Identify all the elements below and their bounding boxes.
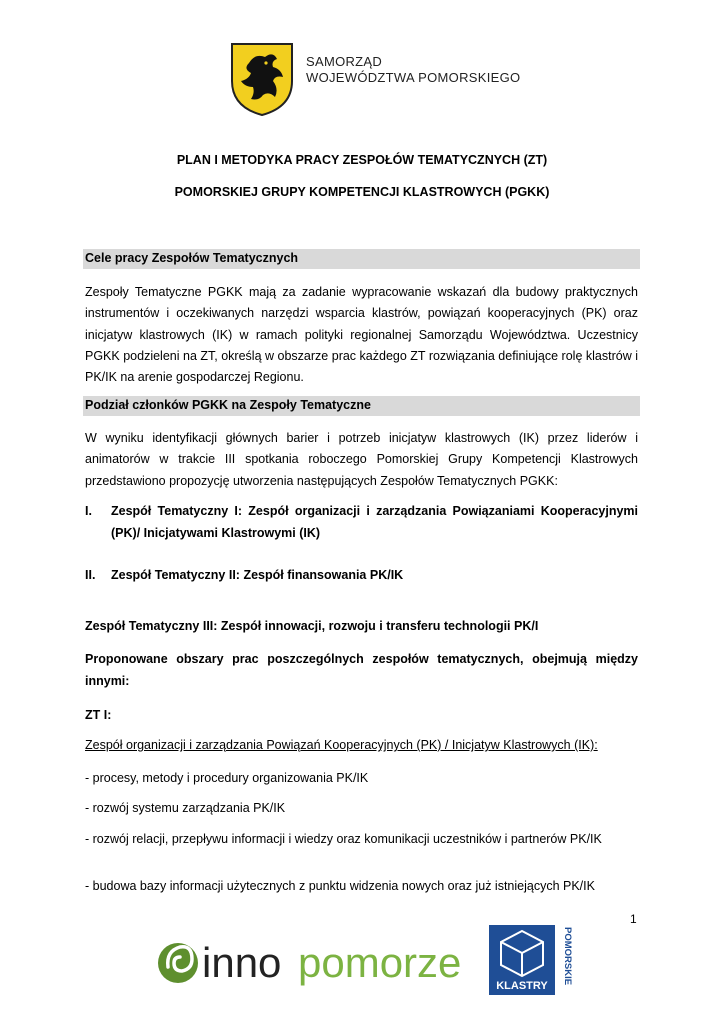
zt1-bullet-4: - budowa bazy informacji użytecznych z punktu widzenia nowych oraz już istniejących PK/IK <box>85 879 595 893</box>
zt1-subtitle: Zespół organizacji i zarządzania Powiązań Kooperacyjnych (PK) / Inicjatyw Klastrowych (IK): <box>85 738 598 752</box>
team-3-line: Zespół Tematyczny III: Zespół innowacji, rozwoju i transferu technologii PK/I <box>85 619 539 633</box>
innopomorze-logo <box>156 933 486 989</box>
griffin-crest-icon <box>229 41 295 117</box>
zt1-heading: ZT I: <box>85 708 112 722</box>
section-heading-goals-text: Cele pracy Zespołów Tematycznych <box>85 251 299 265</box>
section-heading-division-text: Podział członków PGKK na Zespoły Tematyczne <box>85 398 371 412</box>
org-name-line-1: SAMORZĄD <box>306 54 383 69</box>
goals-paragraph: Zespoły Tematyczne PGKK mają za zadanie wypracowanie wskazań dla budowy praktycznych instrumentów i oczekiwanych narzędzi wsparcia klastrów, powiązań kooperacyjnych (PK) oraz inicjatyw klastrowych (IK) w ramach polityki regionalnej Samorządu Województwa. Uczestnicy PGKK podzieleni na ZT, określą w obszarze prac każdego ZT rozwiązania definiujące rolę klastrów i PK/IK na arenie gospodarczej Regionu. <box>85 285 638 385</box>
pomorskie-text: POMORSKIE <box>562 927 573 986</box>
document-title-line-1: PLAN I METODYKA PRACY ZESPOŁÓW TEMATYCZNYCH (ZT) <box>176 153 548 167</box>
team-item-1-text: Zespół Tematyczny I: Zespół organizacji i zarządzania Powiązaniami Kooperacyjnymi (PK)/ Inicjatywami Klastrowymi (IK) <box>111 504 638 540</box>
pomorze-text: pomorze <box>298 939 462 986</box>
section-heading-division <box>83 396 640 416</box>
document-title-line-2: POMORSKIEJ GRUPY KOMPETENCJI KLASTROWYCH (PGKK) <box>174 185 550 199</box>
division-paragraph: W wyniku identyfikacji głównych barier i potrzeb inicjatyw klastrowych (IK) przez liderów i animatorów w trakcie III spotkania roboczego Pomorskiej Grupy Kompetencji Klastrowych przedstawiono propozycję utworzenia następujących Zespołów Tematycznych PGKK: <box>85 431 638 488</box>
zt1-bullet-1: - procesy, metody i procedury organizowania PK/IK <box>85 771 369 785</box>
klastry-text: KLASTRY <box>496 980 548 992</box>
team-item-1-label: I. <box>85 504 92 518</box>
proposed-areas-line: Proponowane obszary prac poszczególnych zespołów tematycznych, obejmują między innymi: <box>85 652 638 688</box>
section-heading-goals <box>83 249 640 269</box>
page-number: 1 <box>630 912 637 926</box>
inno-text: inno <box>202 939 282 986</box>
swirl-icon <box>158 943 198 983</box>
zt1-bullet-2: - rozwój systemu zarządzania PK/IK <box>85 801 286 815</box>
team-item-2-label: II. <box>85 568 96 582</box>
org-name-line-2: WOJEWÓDZTWA POMORSKIEGO <box>306 70 521 85</box>
klastry-pomorskie-logo <box>489 925 573 995</box>
team-item-2-text: Zespół Tematyczny II: Zespół finansowania PK/IK <box>111 568 404 582</box>
zt1-bullet-3: - rozwój relacji, przepływu informacji i wiedzy oraz komunikacji uczestników i partnerów PK/IK <box>85 832 602 846</box>
